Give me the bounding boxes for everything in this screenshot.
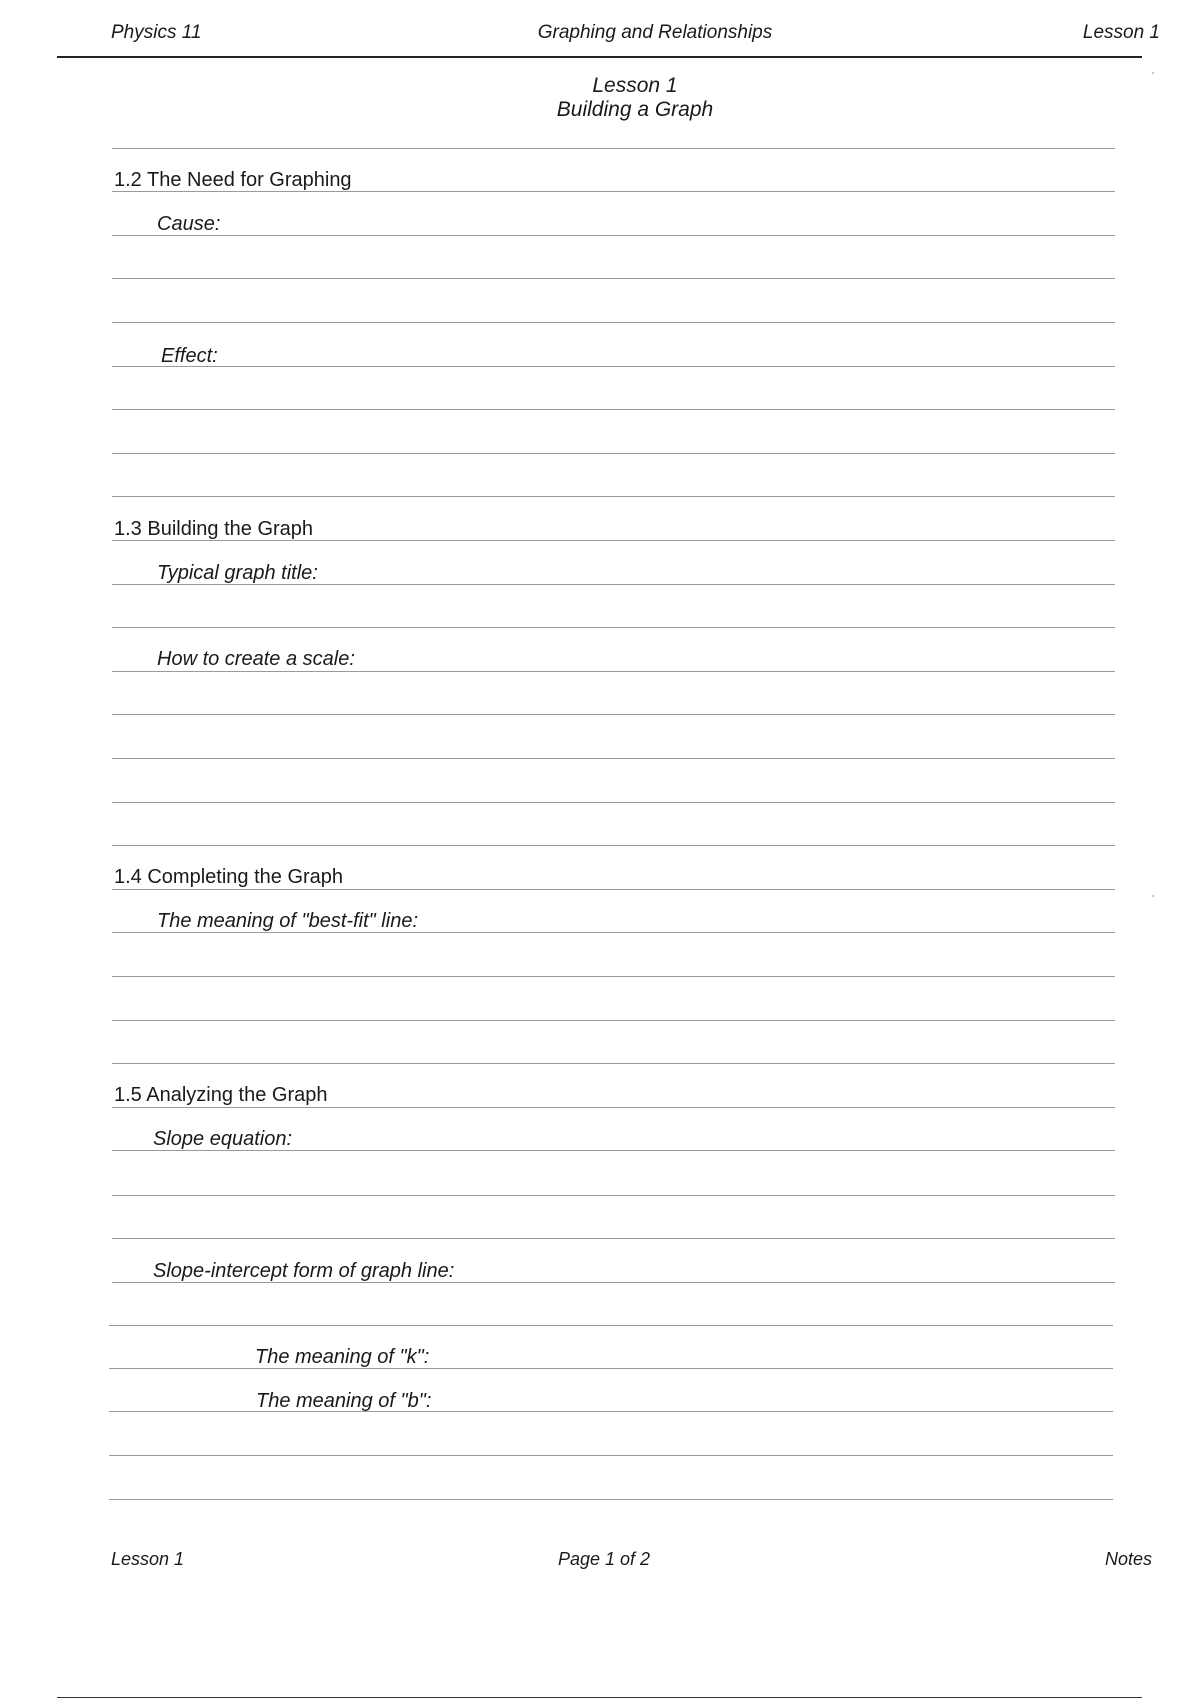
writing-line xyxy=(112,1238,1115,1239)
header-lesson: Lesson 1 xyxy=(1082,22,1160,43)
effect-prompt: Effect: xyxy=(161,345,218,367)
writing-line xyxy=(109,1455,1113,1456)
section-heading-building-the-graph: 1.3 Building the Graph xyxy=(114,518,314,540)
writing-line xyxy=(112,366,1115,367)
writing-line xyxy=(112,627,1115,628)
header-course: Physics 11 xyxy=(111,22,202,43)
writing-line xyxy=(112,148,1115,149)
writing-line xyxy=(112,802,1115,803)
footer-lesson: Lesson 1 xyxy=(111,1549,185,1569)
graph-title-prompt: Typical graph title: xyxy=(157,562,318,584)
footer-page-number: Page 1 of 2 xyxy=(557,1549,651,1569)
writing-line xyxy=(112,758,1115,759)
footer-notes: Notes xyxy=(1104,1549,1152,1569)
best-fit-prompt: The meaning of "best-fit" line: xyxy=(157,910,418,932)
writing-line xyxy=(112,1107,1115,1108)
writing-line xyxy=(112,845,1115,846)
writing-line xyxy=(112,235,1115,236)
lesson-title: Building a Graph xyxy=(556,98,714,121)
slope-intercept-prompt: Slope-intercept form of graph line: xyxy=(153,1260,455,1282)
section-heading-analyzing-the-graph: 1.5 Analyzing the Graph xyxy=(114,1084,328,1106)
section-heading-need-for-graphing: 1.2 The Need for Graphing xyxy=(114,169,352,191)
scan-speck xyxy=(1152,72,1154,74)
writing-line xyxy=(112,1063,1115,1064)
writing-line xyxy=(112,671,1115,672)
writing-line xyxy=(112,496,1115,497)
section-heading-completing-the-graph: 1.4 Completing the Graph xyxy=(114,866,344,888)
writing-line xyxy=(112,322,1115,323)
writing-line xyxy=(112,1195,1115,1196)
writing-line xyxy=(112,889,1115,890)
writing-line xyxy=(112,453,1115,454)
writing-line xyxy=(112,1020,1115,1021)
writing-line xyxy=(109,1499,1113,1500)
writing-line xyxy=(109,1325,1113,1326)
footer-divider xyxy=(57,1697,1142,1698)
cause-prompt: Cause: xyxy=(157,213,221,235)
header-unit: Graphing and Relationships xyxy=(537,22,773,43)
lesson-number: Lesson 1 xyxy=(592,74,678,97)
scan-speck xyxy=(1152,895,1154,897)
writing-line xyxy=(112,714,1115,715)
header-divider xyxy=(57,56,1142,58)
b-meaning-prompt: The meaning of "b": xyxy=(256,1390,432,1412)
slope-equation-prompt: Slope equation: xyxy=(153,1128,293,1150)
writing-line xyxy=(112,976,1115,977)
writing-line xyxy=(112,409,1115,410)
scale-prompt: How to create a scale: xyxy=(157,648,355,670)
writing-line xyxy=(112,278,1115,279)
k-meaning-prompt: The meaning of "k": xyxy=(255,1346,430,1368)
